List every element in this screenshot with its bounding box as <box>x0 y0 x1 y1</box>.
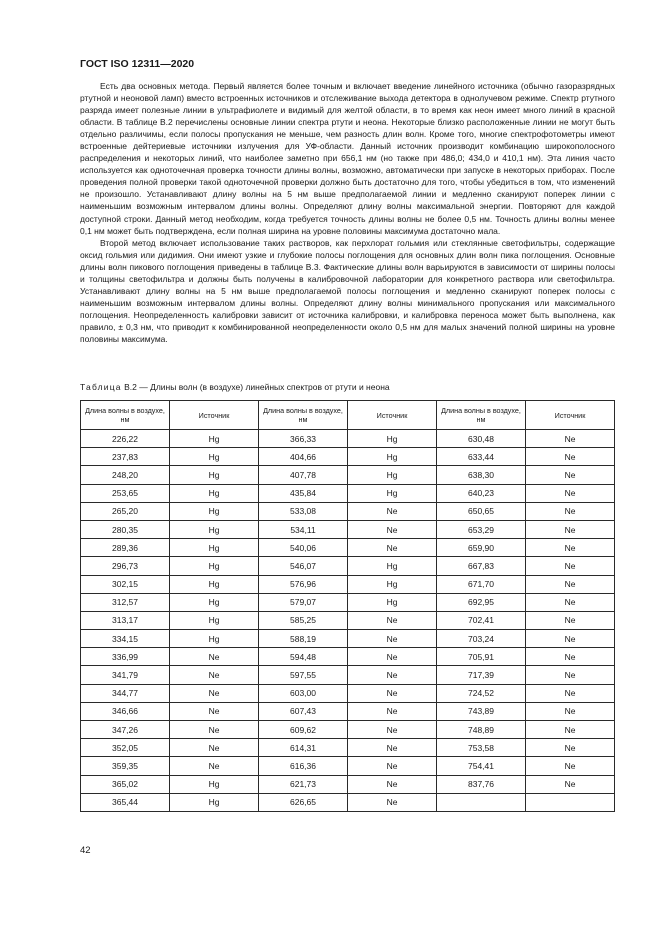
source-cell: Hg <box>348 484 437 502</box>
wavelength-cell: 837,76 <box>437 775 526 793</box>
wavelength-cell: 407,78 <box>259 466 348 484</box>
body-text <box>80 80 615 345</box>
wavelength-cell: 313,17 <box>81 611 170 629</box>
table-row <box>81 702 615 720</box>
table-row <box>81 757 615 775</box>
table-row <box>81 739 615 757</box>
wavelength-cell: 404,66 <box>259 448 348 466</box>
table-row <box>81 721 615 739</box>
wavelength-cell: 754,41 <box>437 757 526 775</box>
wavelength-cell: 607,43 <box>259 702 348 720</box>
wavelength-cell: 703,24 <box>437 630 526 648</box>
header-wavelength: Длина волны в воздухе, нм <box>81 401 170 430</box>
wavelength-cell: 265,20 <box>81 502 170 520</box>
table-row <box>81 466 615 484</box>
source-cell: Hg <box>170 466 259 484</box>
source-cell: Hg <box>170 793 259 811</box>
source-cell: Ne <box>348 666 437 684</box>
wavelength-cell: 717,39 <box>437 666 526 684</box>
source-cell: Ne <box>526 630 615 648</box>
source-cell: Ne <box>348 739 437 757</box>
wavelength-cell: 341,79 <box>81 666 170 684</box>
source-cell: Ne <box>170 684 259 702</box>
table-header-row <box>81 401 615 430</box>
source-cell: Hg <box>348 466 437 484</box>
page-number: 42 <box>80 845 91 856</box>
table-caption <box>80 382 390 392</box>
wavelength-cell: 705,91 <box>437 648 526 666</box>
source-cell: Ne <box>170 648 259 666</box>
source-cell: Ne <box>526 721 615 739</box>
table-row <box>81 448 615 466</box>
wavelength-cell: 667,83 <box>437 557 526 575</box>
wavelength-cell: 237,83 <box>81 448 170 466</box>
source-cell: Hg <box>348 593 437 611</box>
wavelength-cell: 579,07 <box>259 593 348 611</box>
source-cell: Hg <box>170 593 259 611</box>
source-cell: Ne <box>526 775 615 793</box>
table-row <box>81 520 615 538</box>
table-row <box>81 793 615 811</box>
table-body <box>81 430 615 812</box>
wavelength-cell: 359,35 <box>81 757 170 775</box>
wavelength-cell: 702,41 <box>437 611 526 629</box>
wavelength-cell: 253,65 <box>81 484 170 502</box>
wavelength-cell: 638,30 <box>437 466 526 484</box>
wavelength-cell: 640,23 <box>437 484 526 502</box>
wavelength-cell: 366,33 <box>259 430 348 448</box>
wavelength-cell: 630,48 <box>437 430 526 448</box>
source-cell: Hg <box>170 775 259 793</box>
source-cell: Ne <box>348 684 437 702</box>
header-source: Источник <box>526 401 615 430</box>
wavelength-cell: 346,66 <box>81 702 170 720</box>
wavelength-cell: 614,31 <box>259 739 348 757</box>
wavelength-cell: 347,26 <box>81 721 170 739</box>
wavelength-table <box>80 400 615 812</box>
wavelength-cell: 365,02 <box>81 775 170 793</box>
wavelength-cell: 748,89 <box>437 721 526 739</box>
wavelength-cell: 289,36 <box>81 539 170 557</box>
table-row <box>81 484 615 502</box>
source-cell: Ne <box>348 648 437 666</box>
source-cell: Ne <box>526 684 615 702</box>
wavelength-cell: 743,89 <box>437 702 526 720</box>
wavelength-cell: 540,06 <box>259 539 348 557</box>
source-cell <box>526 793 615 811</box>
source-cell: Ne <box>526 739 615 757</box>
wavelength-cell: 621,73 <box>259 775 348 793</box>
table-row <box>81 630 615 648</box>
wavelength-cell: 659,90 <box>437 539 526 557</box>
wavelength-cell: 633,44 <box>437 448 526 466</box>
source-cell: Hg <box>348 575 437 593</box>
source-cell: Ne <box>348 775 437 793</box>
source-cell: Ne <box>526 520 615 538</box>
wavelength-cell: 724,52 <box>437 684 526 702</box>
wavelength-cell: 585,25 <box>259 611 348 629</box>
wavelength-cell: 352,05 <box>81 739 170 757</box>
source-cell: Ne <box>526 575 615 593</box>
table-caption-text: В.2 — Длины волн (в воздухе) линейных спектров от ртути и неона <box>124 382 390 392</box>
source-cell: Ne <box>526 611 615 629</box>
source-cell: Ne <box>170 757 259 775</box>
document-header: ГОСТ ISO 12311—2020 <box>80 58 195 70</box>
paragraph-2: Второй метод включает использование таких растворов, как перхлорат гольмия или стеклянные светофильтры, содержащие оксид гольмия или дидимия. Они имеют узкие и глубокие полосы поглощения для основных длин волн пика поглощения. Основные длины волн пикового поглощения приведены в таблице В.3. Фактические длины волн варьируются в зависимости от ширины полосы и толщины светофильтра и должны быть получены в калибровочной лаборатории для конкретного раствора или светофильтра. Устанавливают длину волны на 5 нм выше предполагаемой полосы поглощения и медленно сканируют поперек полосы с наименьшим возможным интервалом длины волны. Определяют длину волны минимального пропускания или максимального поглощения. Неопределенность калибровки зависит от источника калибровки, и калибровка переноса может быть выполнена, как правило, ± 0,3 нм, что приводит к комбинированной неопределенности около 0,5 нм для малых значений полной ширины на уровне половины максимума. <box>80 237 615 344</box>
source-cell: Ne <box>526 666 615 684</box>
table-row <box>81 611 615 629</box>
table-row <box>81 593 615 611</box>
wavelength-cell: 280,35 <box>81 520 170 538</box>
source-cell: Hg <box>170 539 259 557</box>
source-cell: Ne <box>526 557 615 575</box>
source-cell: Ne <box>348 702 437 720</box>
wavelength-cell: 302,15 <box>81 575 170 593</box>
wavelength-cell: 616,36 <box>259 757 348 775</box>
table-row <box>81 539 615 557</box>
table-caption-label: Таблица <box>80 382 122 392</box>
source-cell: Ne <box>526 466 615 484</box>
source-cell: Ne <box>526 648 615 666</box>
source-cell: Hg <box>170 630 259 648</box>
source-cell: Hg <box>170 611 259 629</box>
table-row <box>81 648 615 666</box>
source-cell: Ne <box>526 702 615 720</box>
table-row <box>81 575 615 593</box>
source-cell: Hg <box>170 430 259 448</box>
wavelength-cell: 312,57 <box>81 593 170 611</box>
header-wavelength: Длина волны в воздухе, нм <box>437 401 526 430</box>
header-wavelength: Длина волны в воздухе, нм <box>259 401 348 430</box>
wavelength-cell: 626,65 <box>259 793 348 811</box>
source-cell: Ne <box>348 757 437 775</box>
source-cell: Ne <box>348 611 437 629</box>
wavelength-cell: 365,44 <box>81 793 170 811</box>
source-cell: Ne <box>526 484 615 502</box>
wavelength-cell: 226,22 <box>81 430 170 448</box>
wavelength-cell: 597,55 <box>259 666 348 684</box>
paragraph-1: Есть два основных метода. Первый является более точным и включает введение линейного источника (обычно газоразрядных ртутной и неоновой ламп) вместо встроенных источников и отслеживание выхода детектора в однолучевом режиме. Спектр ртутного разряда имеет полезные линии в ультрафиолете и видимый для желтой области, в то время как неон имеет много линий в красной области. В таблице В.2 перечислены основные линии спектра ртути и неона. Некоторые близко расположенные линии не могут быть отдельно различимы, если полосы пропускания не меньше, чем разность длин волн. Кроме того, многие спектрофотометры имеют встроенные дейтериевые источники излучения для УФ-области. Данный источник производит комбинацию широкополосного распределения и некоторых линий, что наиболее заметно при 656,1 нм (но также при 486,0; 434,0 и 410,1 нм). Эта линия часто используется как одноточечная проверка точности длины волны, возможно, автоматически при запуске в некоторых приборах. После проведения полной проверки такой одноточечной проверки должно быть достаточно для того, чтобы убедиться в том, что изменений не произошло. Устанавливают длину волны на 5 нм выше предполагаемой линии и медленно сканируют поперек линии с наименьшим возможным интервалом длины волны. Определяют длину волны максимальной энергии. Повторяют для каждой доступной строки. Данный метод необходим, когда требуется точность длины волны не более 0,5 нм. Точность длины волны менее 0,1 нм может быть подтверждена, если полная ширина на уровне половины максимума достаточно мала. <box>80 81 615 236</box>
source-cell: Hg <box>170 575 259 593</box>
wavelength-cell: 753,58 <box>437 739 526 757</box>
wavelength-cell: 344,77 <box>81 684 170 702</box>
table-row <box>81 502 615 520</box>
source-cell: Ne <box>526 448 615 466</box>
wavelength-cell: 576,96 <box>259 575 348 593</box>
wavelength-cell <box>437 793 526 811</box>
header-source: Источник <box>170 401 259 430</box>
source-cell: Hg <box>170 484 259 502</box>
wavelength-cell: 609,62 <box>259 721 348 739</box>
source-cell: Ne <box>348 539 437 557</box>
wavelength-cell: 692,95 <box>437 593 526 611</box>
table-row <box>81 557 615 575</box>
source-cell: Ne <box>348 520 437 538</box>
table-row <box>81 430 615 448</box>
wavelength-cell: 603,00 <box>259 684 348 702</box>
source-cell: Hg <box>170 502 259 520</box>
source-cell: Hg <box>348 430 437 448</box>
wavelength-cell: 653,29 <box>437 520 526 538</box>
table-row <box>81 666 615 684</box>
wavelength-cell: 546,07 <box>259 557 348 575</box>
source-cell: Ne <box>170 721 259 739</box>
source-cell: Ne <box>526 593 615 611</box>
source-cell: Ne <box>526 539 615 557</box>
source-cell: Hg <box>348 557 437 575</box>
wavelength-cell: 435,84 <box>259 484 348 502</box>
source-cell: Ne <box>526 430 615 448</box>
wavelength-cell: 588,19 <box>259 630 348 648</box>
source-cell: Ne <box>348 721 437 739</box>
source-cell: Ne <box>170 739 259 757</box>
source-cell: Hg <box>170 557 259 575</box>
source-cell: Hg <box>348 448 437 466</box>
source-cell: Ne <box>348 793 437 811</box>
wavelength-cell: 534,11 <box>259 520 348 538</box>
wavelength-cell: 334,15 <box>81 630 170 648</box>
source-cell: Ne <box>348 630 437 648</box>
table-row <box>81 775 615 793</box>
wavelength-cell: 533,08 <box>259 502 348 520</box>
source-cell: Ne <box>170 666 259 684</box>
wavelength-cell: 336,99 <box>81 648 170 666</box>
source-cell: Ne <box>526 757 615 775</box>
wavelength-cell: 671,70 <box>437 575 526 593</box>
source-cell: Hg <box>170 520 259 538</box>
source-cell: Hg <box>170 448 259 466</box>
wavelength-cell: 650,65 <box>437 502 526 520</box>
table-row <box>81 684 615 702</box>
source-cell: Ne <box>170 702 259 720</box>
source-cell: Ne <box>526 502 615 520</box>
wavelength-cell: 296,73 <box>81 557 170 575</box>
source-cell: Ne <box>348 502 437 520</box>
wavelength-cell: 594,48 <box>259 648 348 666</box>
header-source: Источник <box>348 401 437 430</box>
wavelength-cell: 248,20 <box>81 466 170 484</box>
